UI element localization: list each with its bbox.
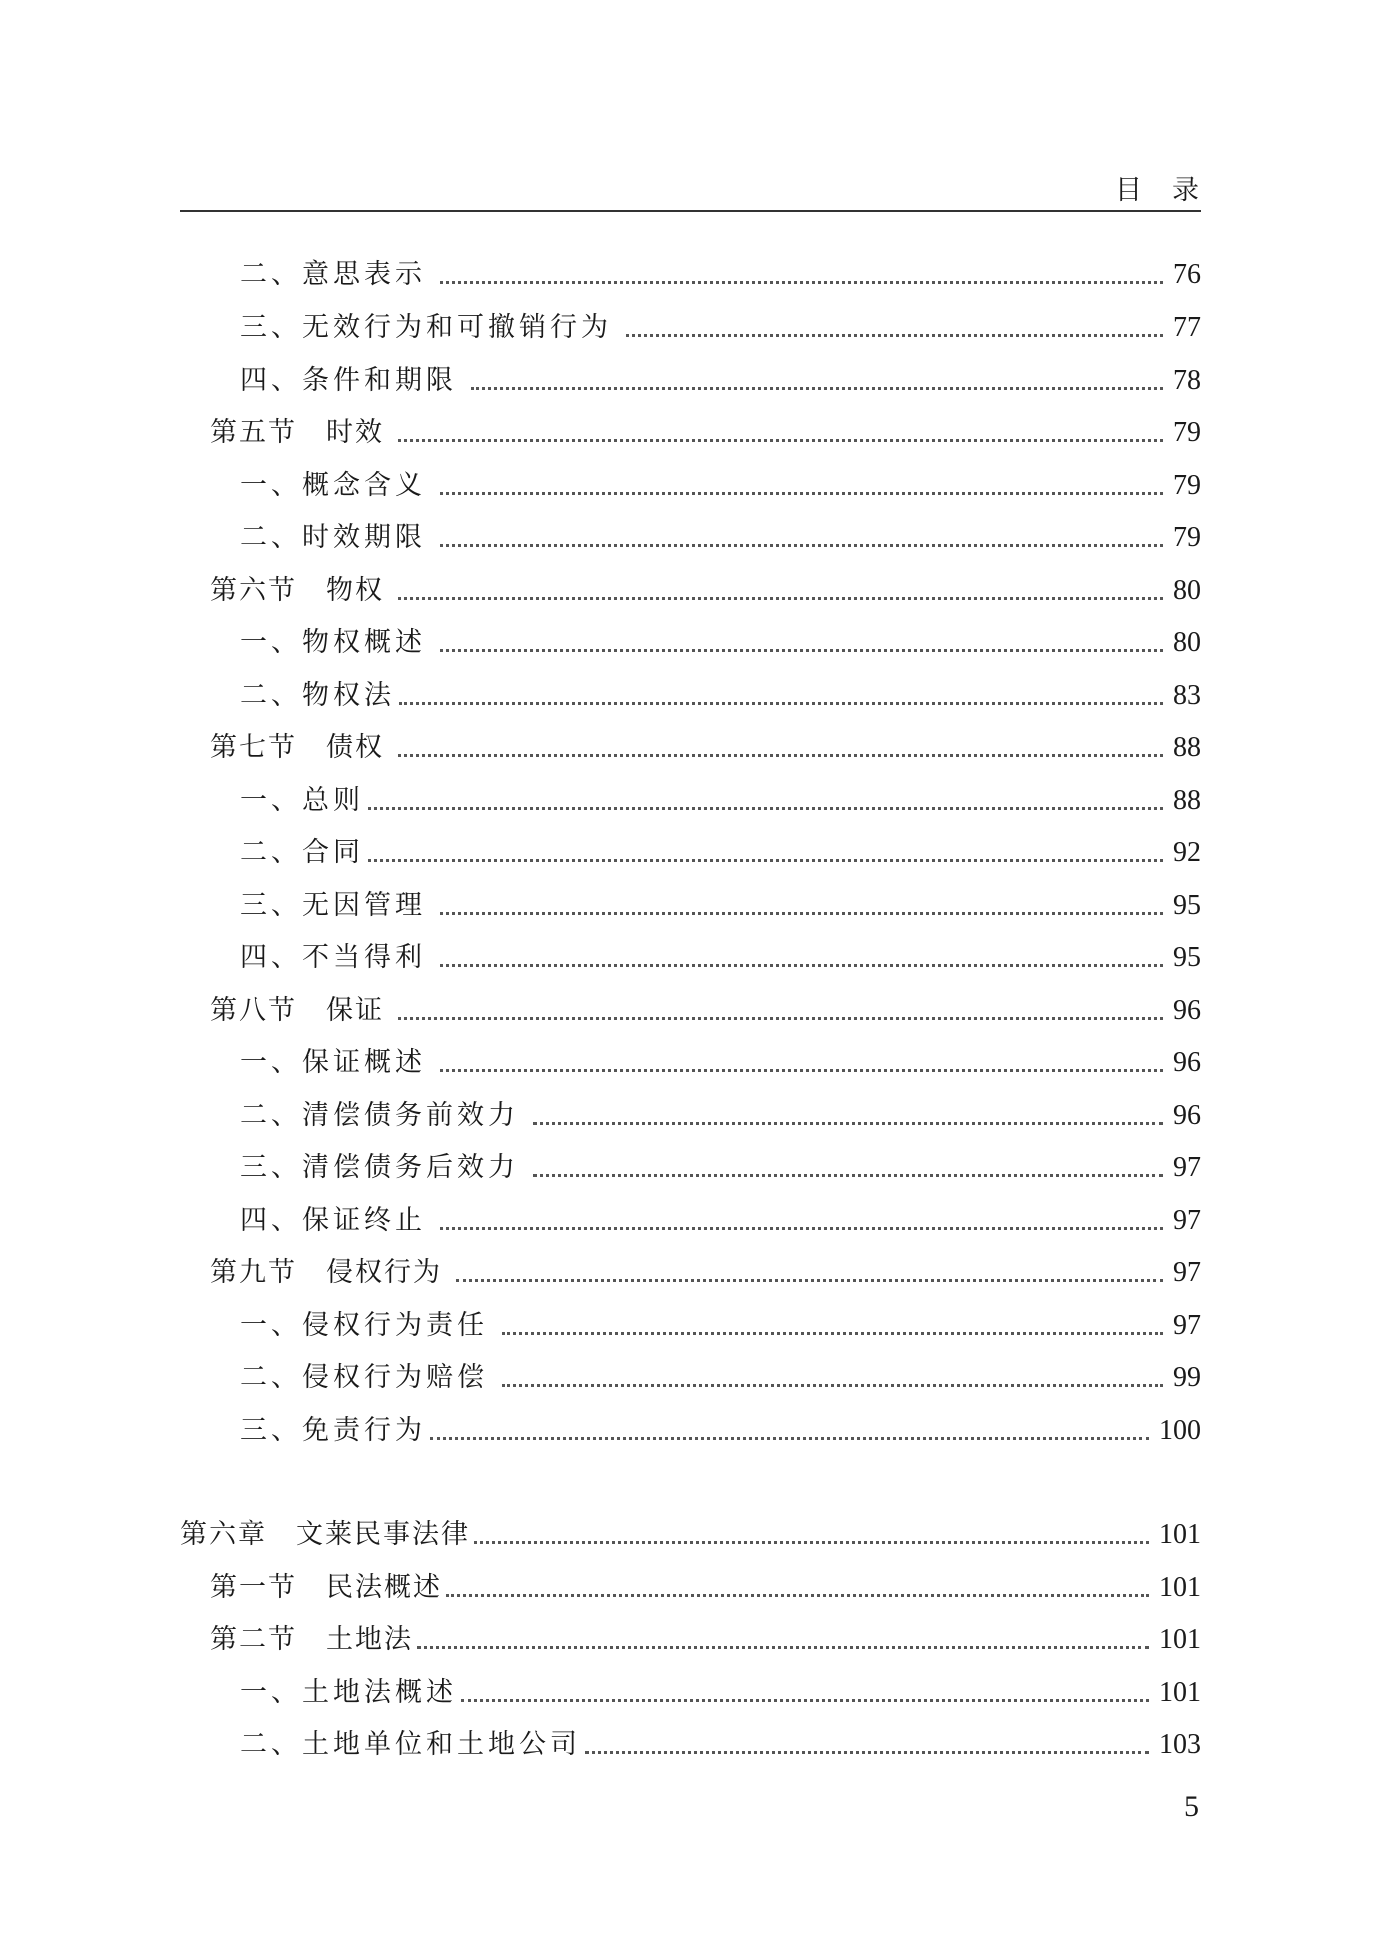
toc-entry-title: 二、合同 — [240, 837, 364, 868]
toc-entry-page: 88 — [1173, 785, 1201, 816]
dot-leader — [533, 1122, 1163, 1125]
toc-entry-title: 二、物权法 — [240, 680, 395, 711]
toc-entry[interactable] — [180, 518, 1201, 558]
dot-leader — [440, 912, 1163, 915]
toc-entry[interactable] — [180, 938, 1201, 978]
toc-entry[interactable] — [180, 1148, 1201, 1188]
toc-section-page: 96 — [1173, 995, 1201, 1026]
toc-section-title: 第九节 侵权行为 — [210, 1257, 442, 1288]
toc-entry[interactable] — [180, 466, 1201, 506]
toc-entry-title: 二、时效期限 — [240, 522, 426, 553]
toc-entry-page: 99 — [1173, 1362, 1201, 1393]
toc-entry[interactable] — [180, 1201, 1201, 1241]
toc-section[interactable] — [180, 1568, 1201, 1608]
dot-leader — [440, 281, 1163, 284]
header-divider — [180, 210, 1201, 212]
toc-entry-title: 二、清偿债务前效力 — [240, 1100, 519, 1131]
toc-entry-title: 一、土地法概述 — [240, 1677, 457, 1708]
toc-entry[interactable] — [180, 1358, 1201, 1398]
toc-section-page: 101 — [1159, 1624, 1201, 1655]
dot-leader — [440, 492, 1163, 495]
dot-leader — [440, 544, 1163, 547]
toc-entry-page: 97 — [1173, 1310, 1201, 1341]
toc-entry[interactable] — [180, 623, 1201, 663]
toc-entry[interactable] — [180, 1043, 1201, 1083]
dot-leader — [417, 1646, 1149, 1649]
toc-entry[interactable] — [180, 676, 1201, 716]
toc-section[interactable] — [180, 991, 1201, 1031]
dot-leader — [440, 964, 1163, 967]
toc-entry-page: 83 — [1173, 680, 1201, 711]
toc-entry-page: 97 — [1173, 1205, 1201, 1236]
toc-entry-title: 四、保证终止 — [240, 1205, 426, 1236]
toc-entry-page: 76 — [1173, 259, 1201, 290]
dot-leader — [368, 859, 1163, 862]
toc-entry[interactable] — [180, 1306, 1201, 1346]
toc-entry-title: 三、无因管理 — [240, 890, 426, 921]
toc-section-title: 第五节 时效 — [210, 417, 384, 448]
dot-leader — [533, 1174, 1163, 1177]
toc-section-title: 第七节 债权 — [210, 732, 384, 763]
toc-entry-title: 二、侵权行为赔偿 — [240, 1362, 488, 1393]
toc-entry-page: 77 — [1173, 312, 1201, 343]
toc-entry[interactable] — [180, 308, 1201, 348]
toc-entry-title: 三、免责行为 — [240, 1415, 426, 1446]
toc-entry-page: 97 — [1173, 1152, 1201, 1183]
dot-leader — [626, 334, 1163, 337]
dot-leader — [585, 1751, 1149, 1754]
toc-entry-title: 一、总则 — [240, 785, 364, 816]
toc-entry[interactable] — [180, 255, 1201, 295]
toc-section[interactable] — [180, 413, 1201, 453]
toc-chapter[interactable] — [180, 1515, 1201, 1555]
running-header: 目录 — [1115, 175, 1229, 206]
toc-entry-page: 80 — [1173, 627, 1201, 658]
toc-entry-title: 四、条件和期限 — [240, 365, 457, 396]
dot-leader — [398, 1017, 1163, 1020]
page-number: 5 — [1184, 1790, 1199, 1823]
toc-entry[interactable] — [180, 1725, 1201, 1765]
toc-entry-page: 78 — [1173, 365, 1201, 396]
toc-entry-title: 四、不当得利 — [240, 942, 426, 973]
toc-entry-page: 96 — [1173, 1047, 1201, 1078]
toc-chapter-page: 101 — [1159, 1519, 1201, 1550]
toc-entry-page: 101 — [1159, 1677, 1201, 1708]
toc-entry-page: 79 — [1173, 522, 1201, 553]
dot-leader — [471, 387, 1163, 390]
dot-leader — [446, 1594, 1149, 1597]
toc-entry-page: 92 — [1173, 837, 1201, 868]
dot-leader — [502, 1332, 1163, 1335]
toc-entry[interactable] — [180, 1411, 1201, 1451]
toc-entry[interactable] — [180, 1673, 1201, 1713]
dot-leader — [430, 1437, 1149, 1440]
toc-entry-title: 三、清偿债务后效力 — [240, 1152, 519, 1183]
dot-leader — [398, 597, 1163, 600]
toc-entry[interactable] — [180, 886, 1201, 926]
dot-leader — [461, 1699, 1149, 1702]
dot-leader — [398, 754, 1163, 757]
dot-leader — [440, 649, 1163, 652]
toc-entry[interactable] — [180, 833, 1201, 873]
toc-entry-page: 95 — [1173, 942, 1201, 973]
toc-section[interactable] — [180, 571, 1201, 611]
toc-section-page: 80 — [1173, 575, 1201, 606]
toc-section[interactable] — [180, 728, 1201, 768]
toc-section-title: 第一节 民法概述 — [210, 1572, 442, 1603]
dot-leader — [474, 1541, 1149, 1544]
dot-leader — [456, 1279, 1163, 1282]
dot-leader — [399, 702, 1163, 705]
toc-section-page: 88 — [1173, 732, 1201, 763]
toc-entry-title: 一、保证概述 — [240, 1047, 426, 1078]
toc-entry-page: 95 — [1173, 890, 1201, 921]
toc-entry-title: 三、无效行为和可撤销行为 — [240, 312, 612, 343]
dot-leader — [440, 1069, 1163, 1072]
toc-section-page: 101 — [1159, 1572, 1201, 1603]
toc-section-title: 第六节 物权 — [210, 575, 384, 606]
toc-entry[interactable] — [180, 361, 1201, 401]
toc-entry-page: 100 — [1159, 1415, 1201, 1446]
toc-section-page: 79 — [1173, 417, 1201, 448]
toc-entry-title: 一、物权概述 — [240, 627, 426, 658]
toc-entry-page: 96 — [1173, 1100, 1201, 1131]
toc-section-title: 第八节 保证 — [210, 995, 384, 1026]
toc-entry-title: 一、概念含义 — [240, 470, 426, 501]
toc-section-title: 第二节 土地法 — [210, 1624, 413, 1655]
dot-leader — [368, 807, 1163, 810]
toc-chapter-title: 第六章 文莱民事法律 — [180, 1519, 470, 1550]
toc-entry-title: 二、意思表示 — [240, 259, 426, 290]
toc-entry-page: 79 — [1173, 470, 1201, 501]
toc-entry[interactable] — [180, 1096, 1201, 1136]
toc-section[interactable] — [180, 1620, 1201, 1660]
toc-section-page: 97 — [1173, 1257, 1201, 1288]
toc-entry[interactable] — [180, 781, 1201, 821]
toc-section[interactable] — [180, 1253, 1201, 1293]
dot-leader — [440, 1227, 1163, 1230]
toc-entry-title: 一、侵权行为责任 — [240, 1310, 488, 1341]
toc-entry-title: 二、土地单位和土地公司 — [240, 1729, 581, 1760]
dot-leader — [502, 1384, 1163, 1387]
dot-leader — [398, 439, 1163, 442]
toc-entry-page: 103 — [1159, 1729, 1201, 1760]
